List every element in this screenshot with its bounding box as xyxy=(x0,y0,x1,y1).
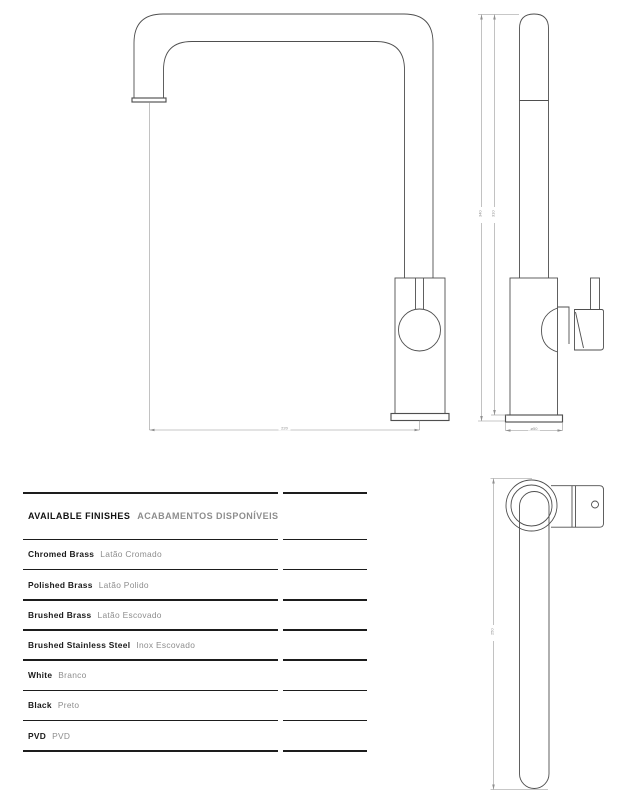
handle-block-side xyxy=(575,310,604,351)
faucet-body-side xyxy=(510,278,558,415)
body-circle-inner xyxy=(511,485,552,526)
dimension-label-height-total: 340 xyxy=(477,210,483,218)
handle-block-top xyxy=(551,486,604,528)
table-rule xyxy=(23,492,367,494)
dimension-label-height-spout: 310 xyxy=(490,210,496,218)
finish-row-brushed-brass xyxy=(23,601,367,630)
top-view-drawing xyxy=(480,465,623,800)
table-rule xyxy=(23,539,367,541)
finish-name-en: PVD xyxy=(28,730,47,741)
handle-lever-edge xyxy=(576,312,584,348)
faucet-body-front xyxy=(395,278,445,414)
finish-name-en: Brushed Stainless Steel xyxy=(28,640,131,651)
dimension-label-base: ø50 xyxy=(530,425,538,431)
front-view-drawing xyxy=(80,0,475,440)
table-rule xyxy=(23,569,367,571)
table-rule xyxy=(23,720,367,722)
mixer-slot xyxy=(416,278,424,309)
handle-joint-circle xyxy=(399,309,441,351)
arrow-left xyxy=(150,429,155,432)
header-label-en: AVAILABLE FINISHES xyxy=(28,511,131,522)
base-flange-side xyxy=(506,415,563,422)
side-view-drawing xyxy=(470,0,623,440)
table-rule xyxy=(23,690,367,692)
table-rule xyxy=(23,750,367,752)
faucet-side-outline xyxy=(506,14,604,422)
finishes-table xyxy=(23,492,367,752)
finish-name-pt: PVD xyxy=(52,730,71,741)
spout-top xyxy=(520,492,550,789)
finish-name-pt: Latão Polido xyxy=(98,579,149,590)
header-label-pt: ACABAMENTOS DISPONÍVEIS xyxy=(137,511,279,522)
finish-name-en: White xyxy=(28,670,53,681)
dimension-label-reach: 220 xyxy=(281,425,288,431)
faucet-front-outline xyxy=(132,14,449,421)
finish-name-en: Chromed Brass xyxy=(28,549,95,560)
front-dimension xyxy=(150,102,420,431)
arrow-right xyxy=(415,429,420,432)
top-dimension xyxy=(490,479,549,790)
finish-row-pvd xyxy=(23,721,367,750)
finish-row-polished-brass xyxy=(23,570,367,599)
table-rule xyxy=(23,629,367,631)
finish-name-en: Black xyxy=(28,700,52,711)
finish-row-chromed-brass xyxy=(23,540,367,569)
finish-name-pt: Latão Cromado xyxy=(100,549,162,560)
handle-stick-side xyxy=(591,278,600,310)
finish-row-white xyxy=(23,661,367,690)
finish-row-black xyxy=(23,691,367,720)
handle-cam xyxy=(542,307,570,352)
handle-screw-hole xyxy=(592,501,599,508)
finishes-table-header xyxy=(23,494,367,539)
finish-name-pt: Latão Escovado xyxy=(97,609,162,620)
finish-name-pt: Inox Escovado xyxy=(136,640,196,651)
side-dimensions xyxy=(478,15,563,432)
table-rule xyxy=(23,659,367,661)
aerator-outlet xyxy=(132,98,166,102)
finish-name-en: Brushed Brass xyxy=(28,609,92,620)
finish-name-pt: Preto xyxy=(57,700,80,711)
handle-divider-lines xyxy=(572,486,576,528)
faucet-top-outline xyxy=(506,480,604,789)
spout-outer-line xyxy=(134,14,433,278)
finish-name-pt: Branco xyxy=(58,670,87,681)
finish-row-brushed-stainless-steel xyxy=(23,631,367,660)
spout-tube-side xyxy=(520,14,549,278)
base-flange-front xyxy=(391,414,449,421)
dimension-label-length: 250 xyxy=(489,628,495,636)
finish-name-en: Polished Brass xyxy=(28,579,93,590)
table-rule xyxy=(23,599,367,601)
spout-inner-line xyxy=(164,42,405,279)
